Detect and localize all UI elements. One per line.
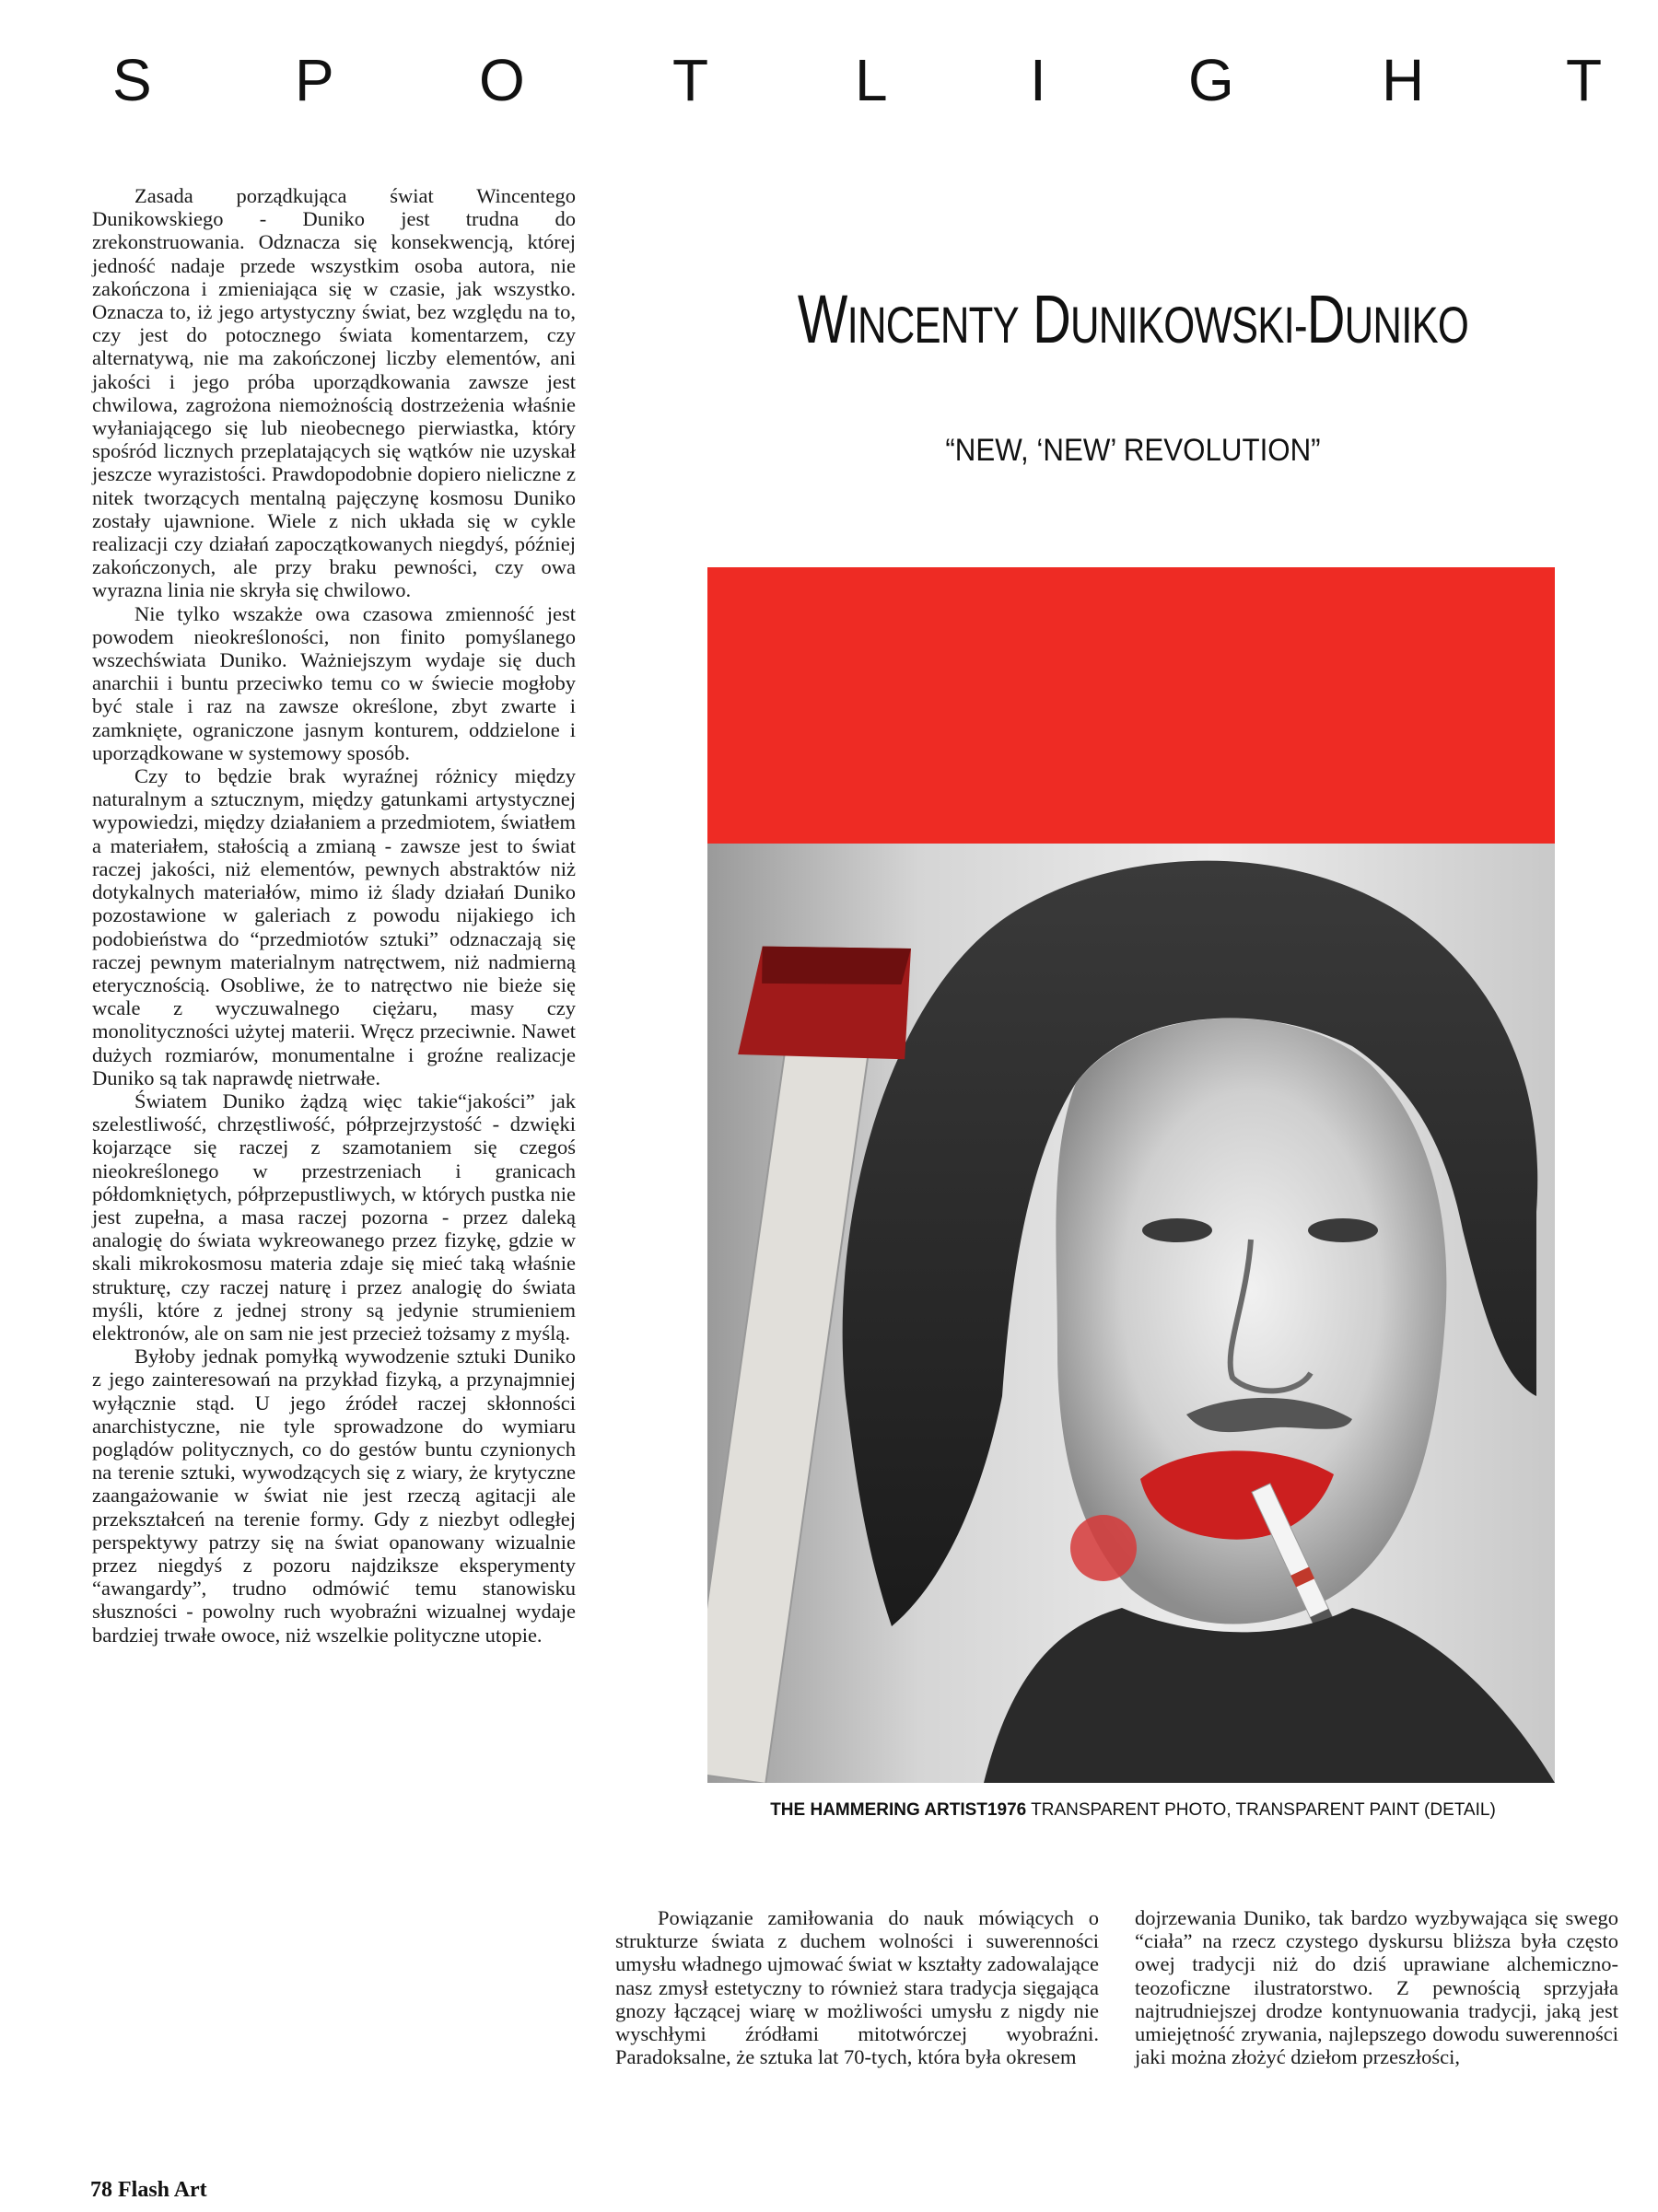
spotlight-letter: S <box>112 47 152 113</box>
left-column <box>92 184 576 1647</box>
article-title: WINCENTY DUNIKOWSKI-DUNIKO <box>797 281 1469 357</box>
spotlight-letter: P <box>295 47 334 113</box>
paragraph: Nie tylko wszakże owa czasowa zmienność jest powodem nieokreśloności, non finito pomyślanego wszechświata Duniko. Ważniejszym wydaje się duch anarchii i buntu przeciwko temu co w świecie mogłoby być stale i raz na zawsze określone, zbyt zwarte i zamknięte, ograniczone jasnym konturem, oddzielone i uporządkowane w systemowy sposób. <box>92 601 576 764</box>
spotlight-header <box>0 47 1658 134</box>
spotlight-letter: L <box>855 47 888 113</box>
spotlight-letter: T <box>1566 47 1603 113</box>
spotlight-letter: T <box>672 47 709 113</box>
paragraph: Byłoby jednak pomyłką wywodzenie sztuki Duniko z jego zainteresowań na przykład fizyką, a przynajmniej wyłącznie stąd. U jego źródeł raczej skłonności anarchistyczne, nie tyle sprowadzone do wymiaru poglądów politycznych, co do gestów buntu czynionych na terenie sztuki, wywodzących się z wiary, że krytyczne zaangażowanie w świat nie jest rzeczą agitacji ale przekształceń na terenie formy. Gdy z niezbyt odległej perspektywy patrzy się na świat opanowany wizualnie przez niegdyś z pozoru najdziksze eksperymenty “awangardy”, trudno odmówić temu stanowisku słuszności - powolny ruch wyobraźni wizualnej wydaje bardziej trwałe owoce, niż wszelkie polityczne utopie. <box>92 1345 576 1647</box>
middle-column <box>615 1906 1099 2068</box>
red-block <box>707 567 1555 844</box>
spotlight-letter: O <box>479 47 525 113</box>
image-caption: THE HAMMERING ARTIST1976 TRANSPARENT PHOTO, TRANSPARENT PAINT (DETAIL) <box>770 1800 1496 1820</box>
paragraph: dojrzewania Duniko, tak bardzo wyzbywająca się swego “ciała” na rzecz czystego dyskursu bliższa była często owej tradycji niż do dziś uprawiane alchemiczno-teozoficzne ilustratorstwo. Z pewnością sprzyjała najtrudniejszej drodze kontynuowania tradycji, jaką jest umiejętność zrywania, najlepszego dowodu suwerenności jaki można złożyć dziełom przeszłości, <box>1135 1906 1618 2069</box>
red-spot <box>1070 1515 1137 1581</box>
right-column <box>1135 1906 1618 2068</box>
paragraph: Powiązanie zamiłowania do nauk mówiących o strukturze świata z duchem wolności i suwerenności umysłu władnego ujmować świat w kształty zadowalające nasz zmysł estetyczny to również stara tradycja sięgająca gnozy łączącej wiarę w możliwości umysłu z nigdy nie wyschłymi źródłami mitotwórczej wyobraźni. Paradoksalne, że sztuka lat 70-tych, która była okresem <box>615 1906 1099 2069</box>
spotlight-letter: H <box>1382 47 1425 113</box>
paragraph: Czy to będzie brak wyraźnej różnicy między naturalnym a sztucznym, między gatunkami artystycznej wypowiedzi, między działaniem a przedmiotem, światłem a materiałem, stałością a zmianą - zawsze jest to świat raczej jakości, niż elementów, pewnych abstraktów niż dotykalnych materiałów, mimo iż ślady działań Duniko pozostawione w galeriach z powodu nijakiego ich podobieństwa do “przedmiotów sztuki” odznaczają się raczej pewnym materialnym natręctwem, niż nadmierną eterycznością. Osobliwe, że to natręctwo nie bieże się wcale z wyczuwalnego ciężaru, masy czy monolityczności użytej materii. Wręcz przeciwnie. Nawet dużych rozmiarów, monumentalne i groźne realizacje Duniko są tak naprawdę nietrwałe. <box>92 764 576 1089</box>
paragraph: Światem Duniko żądzą więc takie“jakości” jak szelestliwość, chrzęstliwość, półprzejrzystość - dzwięki kojarzące się raczej z szamotaniem się czegoś nieokreślonego w przestrzeniach i granicach półdomkniętych, półprzepustliwych, w których pustka nie jest zupełna, a masa raczej pozorna - przez daleką analogię do świata wykreowanego przez fizykę, gdzie w skali mikrokosmosu materia zdaje się mieć taką właśnie strukturę, czy raczej naturę i przez analogię do świata myśli, które z jednej strony są jedynie strumieniem elektronów, ale on sam nie jest przecież tożsamy z myślą. <box>92 1089 576 1345</box>
spotlight-letter: I <box>1030 47 1046 113</box>
artwork-image <box>707 567 1555 1783</box>
page-footer: 78 Flash Art <box>90 2178 207 2202</box>
article-subtitle: “NEW, ‘NEW’ REVOLUTION” <box>945 433 1321 468</box>
paragraph: Zasada porządkująca świat Wincentego Dunikowskiego - Duniko jest trudna do zrekonstruowania. Odznacza się konsekwencją, której jedność nadaje przede wszystkim osoba autora, nie zakończona i zmieniająca się w czasie, jak wszystko. Oznacza to, iż jego artystyczny świat, bez względu na to, czy jest do potocznego świata komentarzem, czy alternatywą, nie ma zakończonej liczby elementów, ani jakości i jego próba uporządkowania zawsze jest chwilowa, zagrożona niemożnością dostrzeżenia właśnie wyłaniającego się lub nieobecnego pierwiastka, który spośród licznych przeplatających się wątków nie uzyskał jeszcze wyrazistości. Prawdopodobnie dopiero nieliczne z nitek tworzących mentalną pajęczynę kosmosu Duniko zostały ujawnione. Wiele z nich układa się w cykle realizacji czy działań zapoczątkowanych niegdyś, później zakończonych, ale przy braku pewności, czy owa wyrazna linia nie skryła się chwilowo. <box>92 184 576 602</box>
spotlight-letter: G <box>1188 47 1234 113</box>
